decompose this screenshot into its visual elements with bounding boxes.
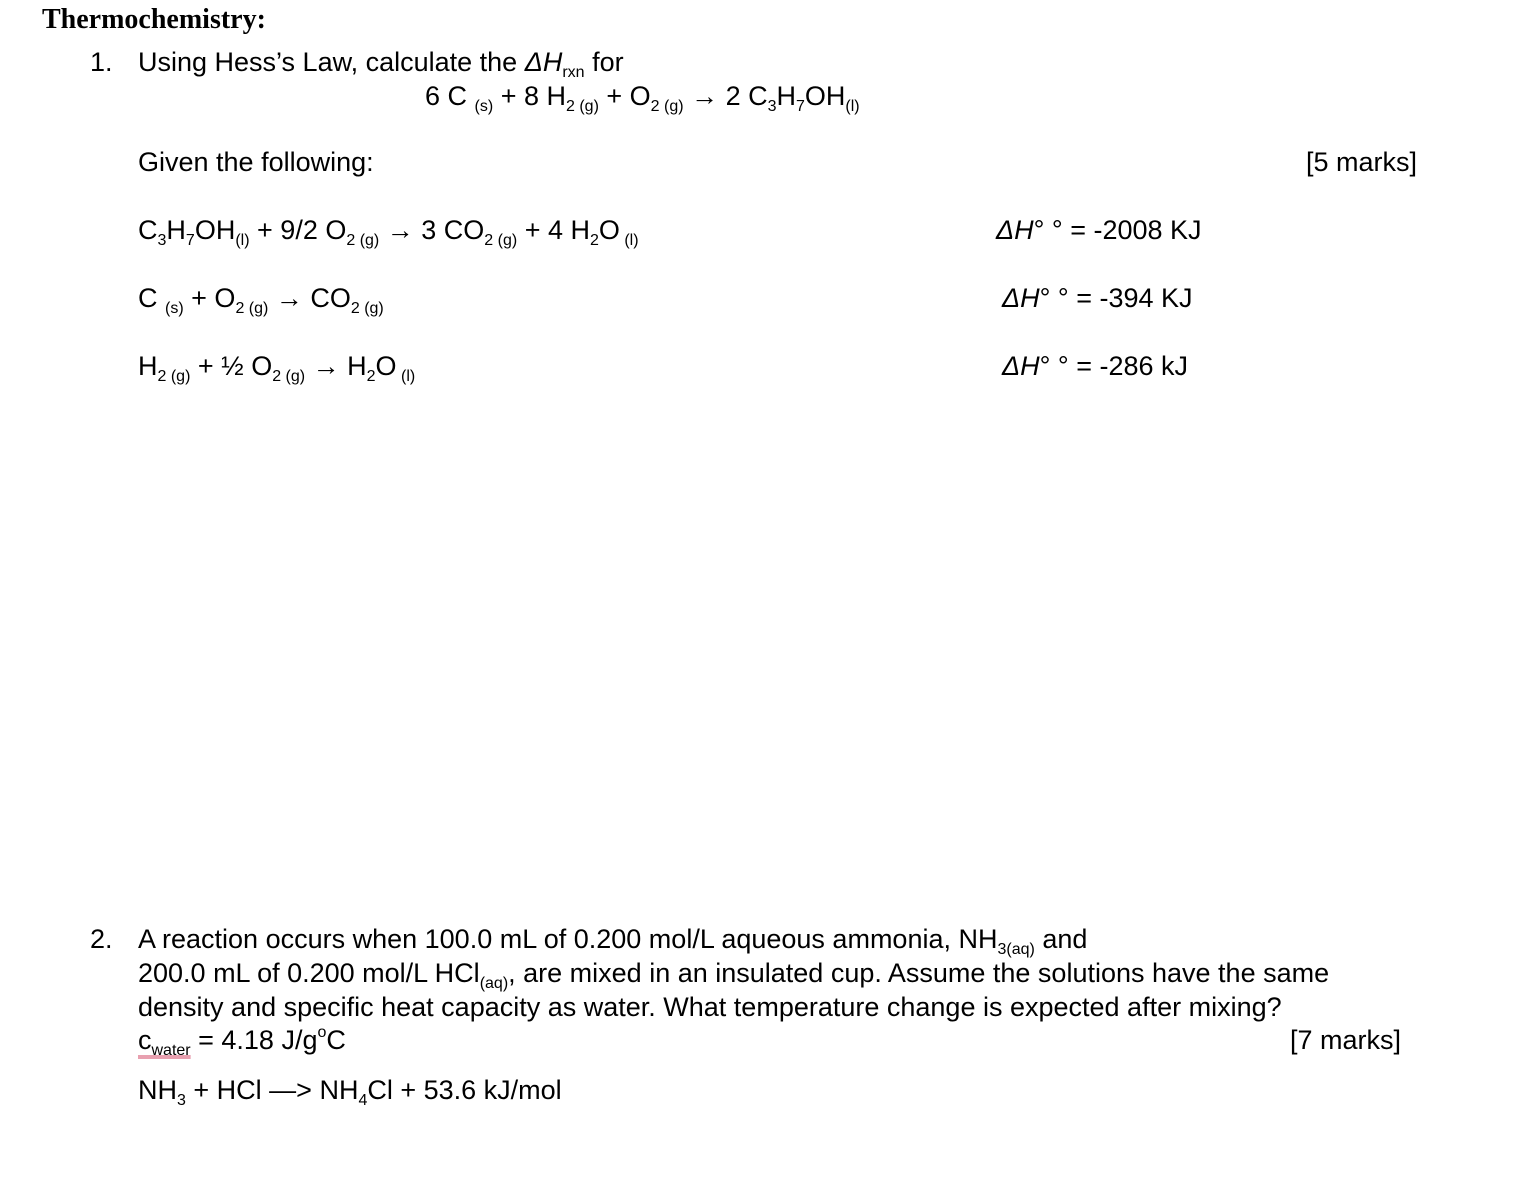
question-2-line-1: 2. A reaction occurs when 100.0 mL of 0.200 mol/L aqueous ammonia, $NH_{3(aq)}$ and (90, 924, 1088, 958)
target-equation: 6 C $_{(s)}$ + 8 $H_2$ $_{(g)} + O_2$ $_{(g)}$ → 2 $C_3H_7OH_{(l)}$ (425, 81, 860, 115)
question-1-prompt: 1. Using Hess’s Law, calculate the $\Delta H_{rxn}$ for (90, 47, 624, 81)
question-1-marks: [5 marks] (1306, 147, 1418, 177)
given-equation-1: $C_3H_7OH_{(l)} + 9/2$ $O_{2 (g)} \to 3$ $CO_2$ $_{(g)}$ + 4 $H_2O$ $_{(l)}$ (138, 215, 639, 249)
specific-heat: $c_{water} = 4.18$ $J/g^oC$ (138, 1024, 346, 1059)
given-equation-2: C $_{(s)} + O_{2 (g)} \to CO_{2 (g)}$ (138, 283, 384, 317)
enthalpy-2: ΔH° ° = -394 KJ (1002, 283, 1193, 313)
question-2-equation: $NH_3$ + HCl —> $NH_4Cl + 53.6$ kJ/mol (138, 1075, 562, 1109)
given-label: Given the following: (138, 147, 374, 177)
enthalpy-1: ΔH° ° = -2008 KJ (996, 215, 1202, 245)
question-2-line-2: 200.0 mL of 0.200 mol/L HCl$_{(aq)}$, are mixed in an insulated cup. Assume the solutions have the same (138, 958, 1330, 992)
question-number: 2. (90, 924, 113, 954)
question-2-line-3: density and specific heat capacity as water. What temperature change is expected after mixing? (138, 992, 1282, 1022)
question-number: 1. (90, 47, 113, 77)
enthalpy-3: ΔH° ° = -286 kJ (1002, 351, 1189, 381)
given-equation-3: $H_{2 (g)}$ + ½ $O_{2 (g)} \to H_2O$ $_{(l)}$ (138, 351, 416, 385)
page-title: Thermochemistry: (42, 4, 266, 35)
question-2-marks: [7 marks] (1290, 1025, 1402, 1055)
